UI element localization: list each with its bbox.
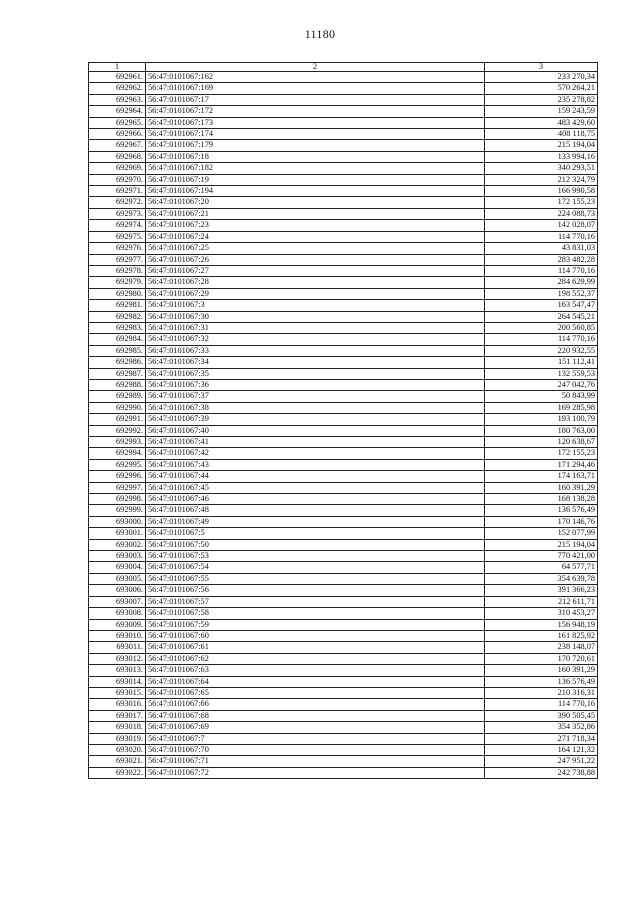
cadastral-number: 56:47:0101067:7: [146, 733, 485, 744]
table-row: [89, 676, 598, 687]
cadastral-number: 56:47:0101067:33: [146, 345, 485, 356]
cadastral-number: 56:47:0101067:59: [146, 619, 485, 630]
table-row: [89, 208, 598, 219]
table-row: [89, 596, 598, 607]
cadastral-value: 483 429,60: [485, 117, 598, 128]
cadastral-value: 770 421,00: [485, 551, 598, 562]
row-number: 693000.: [89, 516, 146, 527]
cadastral-value: 220 932,55: [485, 345, 598, 356]
table-row: [89, 174, 598, 185]
cadastral-number: 56:47:0101067:173: [146, 117, 485, 128]
cadastral-number: 56:47:0101067:194: [146, 186, 485, 197]
cadastral-number: 56:47:0101067:40: [146, 425, 485, 436]
table-row: [89, 345, 598, 356]
table-row: [89, 528, 598, 539]
table-row: [89, 767, 598, 778]
cadastral-number: 56:47:0101067:44: [146, 471, 485, 482]
cadastral-value: 238 148,07: [485, 642, 598, 653]
table-row: [89, 186, 598, 197]
row-number: 693004.: [89, 562, 146, 573]
cadastral-value: 247 951,22: [485, 756, 598, 767]
row-number: 693015.: [89, 687, 146, 698]
row-number: 693001.: [89, 528, 146, 539]
header-col-3: 3: [485, 63, 598, 72]
row-number: 692981.: [89, 300, 146, 311]
cadastral-value: 114 770,16: [485, 699, 598, 710]
row-number: 692987.: [89, 368, 146, 379]
cadastral-number: 56:47:0101067:17: [146, 94, 485, 105]
cadastral-value: 152 077,99: [485, 528, 598, 539]
cadastral-value: 159 243,59: [485, 106, 598, 117]
cadastral-number: 56:47:0101067:65: [146, 687, 485, 698]
cadastral-value: 390 505,45: [485, 710, 598, 721]
cadastral-number: 56:47:0101067:28: [146, 277, 485, 288]
row-number: 693002.: [89, 539, 146, 550]
cadastral-value: 161 825,92: [485, 630, 598, 641]
row-number: 692989.: [89, 391, 146, 402]
row-number: 692986.: [89, 357, 146, 368]
cadastral-value: 180 763,00: [485, 425, 598, 436]
cadastral-number: 56:47:0101067:37: [146, 391, 485, 402]
cadastral-number: 56:47:0101067:18: [146, 151, 485, 162]
cadastral-number: 56:47:0101067:5: [146, 528, 485, 539]
table-row: [89, 642, 598, 653]
row-number: 693009.: [89, 619, 146, 630]
table-row: [89, 379, 598, 390]
cadastral-value: 151 112,41: [485, 357, 598, 368]
cadastral-number: 56:47:0101067:69: [146, 722, 485, 733]
table-row: [89, 368, 598, 379]
cadastral-number: 56:47:0101067:68: [146, 710, 485, 721]
cadastral-number: 56:47:0101067:179: [146, 140, 485, 151]
cadastral-value: 233 270,34: [485, 72, 598, 83]
cadastral-number: 56:47:0101067:43: [146, 459, 485, 470]
row-number: 692976.: [89, 243, 146, 254]
table-row: [89, 311, 598, 322]
row-number: 692972.: [89, 197, 146, 208]
row-number: 693022.: [89, 767, 146, 778]
cadastral-value: 170 720,61: [485, 653, 598, 664]
row-number: 693011.: [89, 642, 146, 653]
table-row: [89, 608, 598, 619]
row-number: 692992.: [89, 425, 146, 436]
table-row: [89, 277, 598, 288]
row-number: 693019.: [89, 733, 146, 744]
cadastral-number: 56:47:0101067:20: [146, 197, 485, 208]
cadastral-number: 56:47:0101067:21: [146, 208, 485, 219]
row-number: 692984.: [89, 334, 146, 345]
row-number: 692980.: [89, 288, 146, 299]
cadastral-value-table: [88, 62, 598, 779]
cadastral-number: 56:47:0101067:162: [146, 72, 485, 83]
table-row: [89, 129, 598, 140]
cadastral-value: 114 770,16: [485, 334, 598, 345]
row-number: 692996.: [89, 471, 146, 482]
cadastral-value: 43 831,03: [485, 243, 598, 254]
cadastral-number: 56:47:0101067:174: [146, 129, 485, 140]
row-number: 692979.: [89, 277, 146, 288]
cadastral-number: 56:47:0101067:53: [146, 551, 485, 562]
table-row: [89, 425, 598, 436]
cadastral-value: 212 324,79: [485, 174, 598, 185]
row-number: 692961.: [89, 72, 146, 83]
cadastral-value: 136 576,49: [485, 505, 598, 516]
row-number: 692988.: [89, 379, 146, 390]
cadastral-number: 56:47:0101067:56: [146, 585, 485, 596]
table-row: [89, 710, 598, 721]
cadastral-value: 163 547,47: [485, 300, 598, 311]
table-row: [89, 288, 598, 299]
table-row: [89, 106, 598, 117]
table-row: [89, 619, 598, 630]
row-number: 693005.: [89, 573, 146, 584]
table-row: [89, 163, 598, 174]
cadastral-number: 56:47:0101067:172: [146, 106, 485, 117]
cadastral-value: 408 118,75: [485, 129, 598, 140]
cadastral-value: 215 194,04: [485, 140, 598, 151]
table-row: [89, 254, 598, 265]
table-row: [89, 391, 598, 402]
table-row: [89, 722, 598, 733]
cadastral-value: 168 138,28: [485, 494, 598, 505]
table-row: [89, 459, 598, 470]
table-row: [89, 494, 598, 505]
cadastral-number: 56:47:0101067:58: [146, 608, 485, 619]
cadastral-number: 56:47:0101067:35: [146, 368, 485, 379]
cadastral-number: 56:47:0101067:57: [146, 596, 485, 607]
cadastral-value: 310 453,27: [485, 608, 598, 619]
cadastral-value: 160 391,29: [485, 482, 598, 493]
cadastral-value: 570 264,21: [485, 83, 598, 94]
row-number: 692969.: [89, 163, 146, 174]
cadastral-value: 284 629,99: [485, 277, 598, 288]
row-number: 692982.: [89, 311, 146, 322]
table-row: [89, 334, 598, 345]
cadastral-number: 56:47:0101067:29: [146, 288, 485, 299]
table-row: [89, 357, 598, 368]
cadastral-value: 170 146,76: [485, 516, 598, 527]
cadastral-value: 166 990,58: [485, 186, 598, 197]
cadastral-number: 56:47:0101067:30: [146, 311, 485, 322]
table-row: [89, 505, 598, 516]
cadastral-number: 56:47:0101067:169: [146, 83, 485, 94]
row-number: 692995.: [89, 459, 146, 470]
cadastral-number: 56:47:0101067:32: [146, 334, 485, 345]
row-number: 692974.: [89, 220, 146, 231]
cadastral-number: 56:47:0101067:63: [146, 665, 485, 676]
table-row: [89, 220, 598, 231]
row-number: 693003.: [89, 551, 146, 562]
row-number: 692971.: [89, 186, 146, 197]
table-row: [89, 516, 598, 527]
cadastral-number: 56:47:0101067:70: [146, 744, 485, 755]
cadastral-number: 56:47:0101067:182: [146, 163, 485, 174]
row-number: 692978.: [89, 265, 146, 276]
table-row: [89, 414, 598, 425]
row-number: 693006.: [89, 585, 146, 596]
table-row: [89, 322, 598, 333]
row-number: 692967.: [89, 140, 146, 151]
row-number: 692973.: [89, 208, 146, 219]
row-number: 692991.: [89, 414, 146, 425]
cadastral-value: 64 577,71: [485, 562, 598, 573]
cadastral-number: 56:47:0101067:3: [146, 300, 485, 311]
cadastral-value: 271 718,34: [485, 733, 598, 744]
cadastral-value: 174 163,71: [485, 471, 598, 482]
table-row: [89, 151, 598, 162]
table-row: [89, 94, 598, 105]
row-number: 693014.: [89, 676, 146, 687]
table-row: [89, 551, 598, 562]
cadastral-value: 133 994,16: [485, 151, 598, 162]
table-row: [89, 231, 598, 242]
cadastral-number: 56:47:0101067:60: [146, 630, 485, 641]
cadastral-number: 56:47:0101067:38: [146, 402, 485, 413]
table-row: [89, 482, 598, 493]
table-row: [89, 117, 598, 128]
row-number: 692968.: [89, 151, 146, 162]
row-number: 692983.: [89, 322, 146, 333]
cadastral-value: 198 552,37: [485, 288, 598, 299]
cadastral-value: 120 638,67: [485, 437, 598, 448]
cadastral-value: 200 560,85: [485, 322, 598, 333]
cadastral-value: 391 366,23: [485, 585, 598, 596]
table-row: [89, 630, 598, 641]
cadastral-number: 56:47:0101067:41: [146, 437, 485, 448]
table-row: [89, 197, 598, 208]
cadastral-value: 172 155,23: [485, 448, 598, 459]
row-number: 693013.: [89, 665, 146, 676]
header-col-1: 1: [89, 63, 146, 72]
cadastral-value: 164 121,32: [485, 744, 598, 755]
cadastral-number: 56:47:0101067:66: [146, 699, 485, 710]
cadastral-number: 56:47:0101067:23: [146, 220, 485, 231]
header-row: [89, 63, 598, 72]
row-number: 692999.: [89, 505, 146, 516]
cadastral-value: 193 100,79: [485, 414, 598, 425]
table-row: [89, 585, 598, 596]
table-body: [89, 72, 598, 779]
table-row: [89, 539, 598, 550]
cadastral-number: 56:47:0101067:46: [146, 494, 485, 505]
cadastral-value: 224 088,73: [485, 208, 598, 219]
cadastral-value: 171 294,46: [485, 459, 598, 470]
cadastral-number: 56:47:0101067:39: [146, 414, 485, 425]
cadastral-value: 354 639,78: [485, 573, 598, 584]
row-number: 693017.: [89, 710, 146, 721]
table-row: [89, 437, 598, 448]
cadastral-number: 56:47:0101067:42: [146, 448, 485, 459]
page-number: 11180: [304, 27, 336, 41]
row-number: 692990.: [89, 402, 146, 413]
table-row: [89, 733, 598, 744]
table-row: [89, 265, 598, 276]
cadastral-value: 340 293,51: [485, 163, 598, 174]
table-row: [89, 573, 598, 584]
cadastral-value: 235 278,82: [485, 94, 598, 105]
cadastral-number: 56:47:0101067:50: [146, 539, 485, 550]
table-row: [89, 653, 598, 664]
cadastral-value: 142 028,07: [485, 220, 598, 231]
table-row: [89, 471, 598, 482]
table-header: [89, 63, 598, 72]
row-number: 692994.: [89, 448, 146, 459]
cadastral-number: 56:47:0101067:55: [146, 573, 485, 584]
row-number: 692985.: [89, 345, 146, 356]
row-number: 692970.: [89, 174, 146, 185]
cadastral-value: 354 352,86: [485, 722, 598, 733]
cadastral-number: 56:47:0101067:61: [146, 642, 485, 653]
row-number: 693018.: [89, 722, 146, 733]
cadastral-number: 56:47:0101067:71: [146, 756, 485, 767]
cadastral-value: 156 948,19: [485, 619, 598, 630]
table-row: [89, 243, 598, 254]
cadastral-value: 283 482,28: [485, 254, 598, 265]
table-row: [89, 72, 598, 83]
cadastral-number: 56:47:0101067:31: [146, 322, 485, 333]
cadastral-value: 132 559,53: [485, 368, 598, 379]
cadastral-number: 56:47:0101067:26: [146, 254, 485, 265]
cadastral-number: 56:47:0101067:54: [146, 562, 485, 573]
cadastral-value: 247 042,76: [485, 379, 598, 390]
cadastral-value: 264 545,21: [485, 311, 598, 322]
cadastral-value: 242 738,88: [485, 767, 598, 778]
cadastral-number: 56:47:0101067:19: [146, 174, 485, 185]
table-row: [89, 83, 598, 94]
row-number: 692993.: [89, 437, 146, 448]
cadastral-value: 215 194,04: [485, 539, 598, 550]
cadastral-number: 56:47:0101067:27: [146, 265, 485, 276]
table-row: [89, 699, 598, 710]
table-row: [89, 665, 598, 676]
cadastral-value: 160 391,29: [485, 665, 598, 676]
table-row: [89, 300, 598, 311]
cadastral-value: 114 770,16: [485, 265, 598, 276]
cadastral-value: 136 576,49: [485, 676, 598, 687]
row-number: 693010.: [89, 630, 146, 641]
cadastral-value: 210 316,31: [485, 687, 598, 698]
table-row: [89, 448, 598, 459]
row-number: 693008.: [89, 608, 146, 619]
cadastral-value: 114 770,16: [485, 231, 598, 242]
cadastral-number: 56:47:0101067:64: [146, 676, 485, 687]
cadastral-value: 172 155,23: [485, 197, 598, 208]
cadastral-number: 56:47:0101067:72: [146, 767, 485, 778]
cadastral-value: 50 843,99: [485, 391, 598, 402]
row-number: 692964.: [89, 106, 146, 117]
table-row: [89, 562, 598, 573]
row-number: 692975.: [89, 231, 146, 242]
row-number: 692997.: [89, 482, 146, 493]
cadastral-value: 169 285,98: [485, 402, 598, 413]
cadastral-number: 56:47:0101067:45: [146, 482, 485, 493]
row-number: 693012.: [89, 653, 146, 664]
row-number: 692962.: [89, 83, 146, 94]
table-row: [89, 756, 598, 767]
table-row: [89, 140, 598, 151]
row-number: 693021.: [89, 756, 146, 767]
cadastral-value: 212 611,71: [485, 596, 598, 607]
row-number: 693020.: [89, 744, 146, 755]
row-number: 692963.: [89, 94, 146, 105]
row-number: 692966.: [89, 129, 146, 140]
cadastral-number: 56:47:0101067:62: [146, 653, 485, 664]
row-number: 692965.: [89, 117, 146, 128]
table-row: [89, 687, 598, 698]
cadastral-number: 56:47:0101067:36: [146, 379, 485, 390]
cadastral-number: 56:47:0101067:34: [146, 357, 485, 368]
cadastral-number: 56:47:0101067:48: [146, 505, 485, 516]
cadastral-number: 56:47:0101067:25: [146, 243, 485, 254]
cadastral-number: 56:47:0101067:24: [146, 231, 485, 242]
header-col-2: 2: [146, 63, 485, 72]
cadastral-number: 56:47:0101067:49: [146, 516, 485, 527]
row-number: 692998.: [89, 494, 146, 505]
row-number: 693007.: [89, 596, 146, 607]
table-row: [89, 402, 598, 413]
table-row: [89, 744, 598, 755]
row-number: 693016.: [89, 699, 146, 710]
row-number: 692977.: [89, 254, 146, 265]
